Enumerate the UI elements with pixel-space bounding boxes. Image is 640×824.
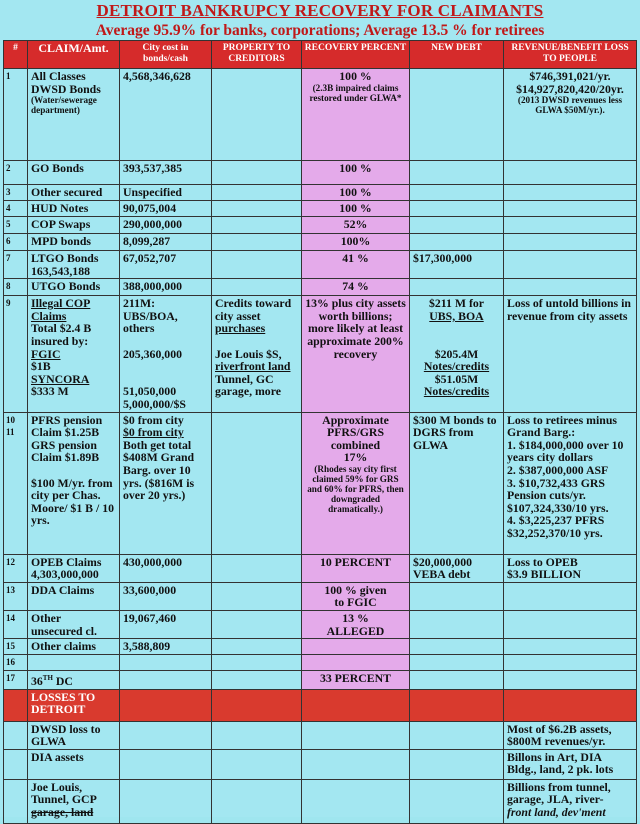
property-line: Joe Louis $S, — [215, 346, 282, 361]
property-cell — [212, 201, 302, 217]
revenue-cell — [504, 279, 637, 296]
debt-cell — [410, 749, 504, 779]
property-cell — [212, 251, 302, 279]
row-number: 2 — [4, 161, 28, 185]
debt-cell — [410, 671, 504, 690]
claim-line: GRS pension — [31, 437, 97, 452]
claim-cell: Other secured — [28, 185, 120, 201]
debt-cell — [410, 610, 504, 638]
recovery-cell: 41 % — [302, 251, 410, 279]
cost-line: Both get total $408M Grand Barg. over 10 yrs. ($816M is over 20 yrs.) — [123, 437, 195, 503]
revenue-cell — [504, 639, 637, 655]
claim-cell — [28, 610, 120, 638]
recovery-note: (2.3B impaired claims restored under GLWA* — [309, 82, 402, 103]
claim-cell: UTGO Bonds — [28, 279, 120, 296]
claim-cell — [28, 69, 120, 161]
revenue-line: $32,252,370/10 yrs. — [507, 525, 603, 540]
claim-line: unsecured cl. — [31, 623, 97, 638]
revenue-cell: Loss of untold billions in revenue from city assets — [504, 296, 637, 412]
claim-line: insured by: — [31, 333, 89, 348]
cost-line: 211M: — [123, 296, 156, 311]
debt-cell — [410, 582, 504, 610]
cost-line: 5,000,000/$S — [123, 396, 186, 411]
cost-cell: 3,588,809 — [120, 639, 212, 655]
row-number-a: 10 — [6, 414, 15, 425]
table-row — [4, 279, 637, 296]
debt-cell — [410, 69, 504, 161]
losses-blank-cell — [410, 689, 504, 721]
revenue-cell — [504, 655, 637, 671]
claim-cell: GO Bonds — [28, 161, 120, 185]
row-number: 12 — [4, 554, 28, 582]
claim-cell: COP Swaps — [28, 217, 120, 234]
row-number: 8 — [4, 279, 28, 296]
claim-line: 4,303,000,000 — [31, 567, 99, 582]
revenue-line: front land, dev'ment — [507, 804, 606, 819]
cost-cell: Unspecified — [120, 185, 212, 201]
revenue-line: $3.9 BILLION — [507, 567, 582, 582]
claim-line: Joe Louis, — [31, 779, 83, 794]
claim-line: OPEB Claims — [31, 554, 102, 569]
revenue-line: 2. $387,000,000 ASF — [507, 462, 609, 477]
table-row — [4, 201, 637, 217]
table-row — [4, 185, 637, 201]
recovery-cell: 100% — [302, 234, 410, 251]
debt-line: UBS, BOA — [429, 308, 484, 323]
claim-cell: Other claims — [28, 639, 120, 655]
claim-line: SYNCORA — [31, 371, 90, 386]
claim-cell — [28, 296, 120, 412]
recovery-cell — [302, 412, 410, 554]
cost-line: $0 from city — [123, 425, 184, 440]
cost-cell: 8,099,287 — [120, 234, 212, 251]
property-cell — [212, 554, 302, 582]
revenue-line: 3. $10,732,433 GRS Pension cuts/yr. — [507, 475, 605, 503]
claim-line: Claim $1.89B — [31, 450, 100, 465]
losses-heading-row — [4, 689, 637, 721]
claim-line: Tunnel, GCP — [31, 792, 97, 807]
property-cell — [212, 639, 302, 655]
row-number — [4, 749, 28, 779]
revenue-cell — [504, 554, 637, 582]
debt-cell — [410, 639, 504, 655]
header-new-debt: NEW DEBT — [410, 41, 504, 69]
table-row — [4, 69, 637, 161]
row-number: 14 — [4, 610, 28, 638]
claim-line: $333 M — [31, 384, 69, 399]
cost-cell: 290,000,000 — [120, 217, 212, 234]
property-cell — [212, 279, 302, 296]
row-number: 15 — [4, 639, 28, 655]
cost-cell — [120, 671, 212, 690]
claim-cell — [28, 554, 120, 582]
revenue-note: (2013 DWSD revenues less GLWA $50M/yr.). — [517, 95, 623, 116]
property-cell — [212, 412, 302, 554]
cost-cell — [120, 749, 212, 779]
cost-cell — [120, 296, 212, 412]
claim-line: PFRS pension — [31, 412, 103, 427]
cost-line: others — [123, 321, 155, 336]
claim-line: Claims — [31, 308, 67, 323]
header-row — [4, 41, 637, 69]
claim-cell — [28, 412, 120, 554]
recovery-cell: 100 % — [302, 161, 410, 185]
property-line: purchases — [215, 321, 266, 336]
revenue-line: $746,391,021/yr. — [529, 69, 611, 83]
property-cell — [212, 655, 302, 671]
recovery-cell: 100 % — [302, 185, 410, 201]
row-number: 3 — [4, 185, 28, 201]
claim-part: DC — [52, 674, 73, 689]
claim-cell — [28, 671, 120, 690]
cost-cell: 388,000,000 — [120, 279, 212, 296]
table-row — [4, 639, 637, 655]
row-number — [4, 721, 28, 749]
debt-line: Notes/credits — [423, 359, 490, 374]
revenue-line: $800M revenues/yr. — [507, 734, 606, 749]
revenue-line: 4. $3,225,237 PFRS — [507, 513, 605, 528]
recovery-line: 13 % — [342, 610, 369, 625]
table-row — [4, 161, 637, 185]
row-number: 1 — [4, 69, 28, 161]
loss-row — [4, 749, 637, 779]
cost-cell — [120, 412, 212, 554]
claim-line: FGIC — [31, 346, 61, 361]
claim-line: DWSD Bonds — [31, 81, 101, 96]
row-number: 13 — [4, 582, 28, 610]
header-claim: CLAIM/Amt. — [28, 41, 120, 69]
debt-cell — [410, 279, 504, 296]
revenue-cell — [504, 582, 637, 610]
claim-line: 163,543,188 — [31, 263, 90, 278]
table-row — [4, 251, 637, 279]
cost-line: 51,050,000 — [123, 384, 177, 399]
cost-line: $0 from city — [123, 412, 184, 427]
recovery-cell — [302, 749, 410, 779]
debt-line: $205.4M — [434, 346, 479, 361]
claims-table — [3, 40, 637, 824]
property-cell — [212, 582, 302, 610]
cost-cell — [120, 655, 212, 671]
recovery-cell — [302, 69, 410, 161]
property-cell — [212, 610, 302, 638]
cost-line: 205,360,000 — [123, 346, 182, 361]
row-number: 17 — [4, 671, 28, 690]
debt-cell — [410, 655, 504, 671]
table-row — [4, 234, 637, 251]
claim-cell — [28, 251, 120, 279]
claim-cell — [28, 721, 120, 749]
property-line: Credits toward city asset — [215, 296, 292, 323]
table-row — [4, 554, 637, 582]
claim-cell: DIA assets — [28, 749, 120, 779]
revenue-line: Billions from tunnel, garage, JLA, river- — [507, 779, 611, 807]
debt-line: $51.05M — [434, 371, 479, 386]
revenue-cell — [504, 412, 637, 554]
debt-line: $20,000,000 — [413, 554, 472, 569]
recovery-cell: 74 % — [302, 279, 410, 296]
row-number: 7 — [4, 251, 28, 279]
header-revenue: REVENUE/BENEFIT LOSS TO PEOPLE — [504, 41, 637, 69]
revenue-line: Most of $6.2B assets, — [507, 721, 612, 736]
debt-cell — [410, 234, 504, 251]
losses-blank-cell — [212, 689, 302, 721]
claim-superscript: TH — [42, 674, 53, 683]
property-cell — [212, 721, 302, 749]
recovery-cell: 52% — [302, 217, 410, 234]
header-num: # — [4, 41, 28, 69]
claim-line: GLWA — [31, 734, 66, 749]
recovery-cell: 33 PERCENT — [302, 671, 410, 690]
cost-cell: 4,568,346,628 — [120, 69, 212, 161]
claim-line: Total $2.4 B — [31, 321, 92, 336]
revenue-cell — [504, 217, 637, 234]
claim-line: LTGO Bonds — [31, 251, 99, 265]
property-cell — [212, 671, 302, 690]
losses-num-cell — [4, 689, 28, 721]
losses-blank-cell — [302, 689, 410, 721]
claim-cell: HUD Notes — [28, 201, 120, 217]
table-row — [4, 610, 637, 638]
cost-cell: 19,067,460 — [120, 610, 212, 638]
revenue-cell — [504, 69, 637, 161]
claim-cell: MPD bonds — [28, 234, 120, 251]
debt-cell — [410, 161, 504, 185]
debt-cell — [410, 201, 504, 217]
debt-cell — [410, 217, 504, 234]
property-cell — [212, 185, 302, 201]
claim-line: Claim $1.25B — [31, 425, 100, 440]
table-row — [4, 296, 637, 412]
header-cost: City cost in bonds/cash — [120, 41, 212, 69]
property-cell — [212, 161, 302, 185]
losses-heading-cell — [28, 689, 120, 721]
property-cell — [212, 69, 302, 161]
page-title: DETROIT BANKRUPCY RECOVERY FOR CLAIMANTS — [96, 1, 544, 20]
row-number: 4 — [4, 201, 28, 217]
recovery-line: 100 % given — [324, 582, 387, 597]
revenue-cell: Billons in Art, DIA Bldg., land, 2 pk. lots — [504, 749, 637, 779]
cost-cell: 33,600,000 — [120, 582, 212, 610]
revenue-cell — [504, 610, 637, 638]
row-number: 5 — [4, 217, 28, 234]
revenue-cell — [504, 234, 637, 251]
claim-line: DWSD loss to — [31, 721, 101, 736]
losses-blank-cell — [120, 689, 212, 721]
recovery-cell: 10 PERCENT — [302, 554, 410, 582]
recovery-cell: 100 % — [302, 201, 410, 217]
debt-line: Notes/credits — [423, 384, 490, 399]
debt-cell: $300 M bonds to DGRS from GLWA — [410, 412, 504, 554]
revenue-line: Loss to retirees minus Grand Barg.: — [507, 412, 617, 440]
revenue-line: Loss to OPEB — [507, 554, 578, 569]
debt-cell: $17,300,000 — [410, 251, 504, 279]
claim-line: Illegal COP — [31, 296, 91, 311]
losses-heading-line: DETROIT — [31, 702, 86, 717]
claim-part: 36 — [31, 674, 43, 689]
debt-cell — [410, 554, 504, 582]
debt-line: $211 M for — [428, 296, 485, 311]
recovery-cell — [302, 721, 410, 749]
revenue-cell — [504, 185, 637, 201]
cost-line: UBS/BOA, — [123, 308, 178, 323]
property-line: Tunnel, GC garage, more — [215, 371, 281, 399]
cost-cell: 393,537,385 — [120, 161, 212, 185]
table-row — [4, 671, 637, 690]
table-row — [4, 217, 637, 234]
revenue-cell — [504, 671, 637, 690]
recovery-line: ALLEGED — [326, 623, 385, 638]
recovery-cell — [302, 655, 410, 671]
claim-line: $1B — [31, 359, 51, 374]
cost-cell: 430,000,000 — [120, 554, 212, 582]
row-number-b: 11 — [6, 427, 15, 438]
table-row — [4, 655, 637, 671]
debt-cell — [410, 296, 504, 412]
losses-heading-line: LOSSES TO — [31, 689, 96, 704]
debt-cell — [410, 721, 504, 749]
recovery-line: to FGIC — [334, 595, 377, 610]
recovery-cell — [302, 639, 410, 655]
loss-row — [4, 721, 637, 749]
recovery-note: (Rhodes say city first claimed 59% for GRS and 60% for PFRS, then downgraded dramatically.) — [307, 463, 404, 514]
claim-cell — [28, 655, 120, 671]
debt-cell — [410, 185, 504, 201]
revenue-cell — [504, 721, 637, 749]
claim-line: $100 M/yr. from city per Chas. Moore/ $1 B / 10 yrs. — [31, 475, 115, 528]
revenue-line: $107,324,330/10 yrs. — [507, 500, 609, 515]
row-number: 9 — [4, 296, 28, 412]
claim-note: (Water/sewerage department) — [31, 95, 97, 116]
recovery-value: 100 % — [339, 69, 372, 83]
claim-cell: DDA Claims — [28, 582, 120, 610]
table-row — [4, 582, 637, 610]
row-number — [4, 412, 28, 554]
property-cell — [212, 217, 302, 234]
page-subtitle: Average 95.9% for banks, corporations; Average 13.5 % for retirees — [95, 22, 545, 39]
recovery-cell — [302, 610, 410, 638]
revenue-line: $14,927,820,420/20yr. — [516, 81, 624, 96]
debt-line: VEBA debt — [413, 567, 471, 582]
revenue-cell — [504, 161, 637, 185]
header-recovery: RECOVERY PERCENT — [302, 41, 410, 69]
property-cell — [212, 234, 302, 251]
table-row — [4, 412, 637, 554]
recovery-cell — [302, 582, 410, 610]
row-number: 6 — [4, 234, 28, 251]
recovery-line: Approximate PFRS/GRS combined — [322, 412, 389, 452]
revenue-line: 1. $184,000,000 over 10 years city dollars — [507, 437, 624, 465]
header-property: PROPERTY TO CREDITORS — [212, 41, 302, 69]
losses-blank-cell — [504, 689, 637, 721]
recovery-value: 17% — [343, 450, 368, 465]
claim-line: Other — [31, 610, 62, 625]
property-cell — [212, 749, 302, 779]
claim-line: garage, land — [31, 804, 94, 819]
property-line: riverfront land — [215, 359, 291, 374]
cost-cell: 67,052,707 — [120, 251, 212, 279]
revenue-cell — [504, 251, 637, 279]
row-number: 16 — [4, 655, 28, 671]
claim-line: All Classes — [31, 69, 86, 83]
property-cell — [212, 296, 302, 412]
cost-cell — [120, 721, 212, 749]
revenue-cell — [504, 201, 637, 217]
recovery-cell: 13% plus city assets worth billions; more likely at least approximate 200% recovery — [302, 296, 410, 412]
cost-cell: 90,075,004 — [120, 201, 212, 217]
